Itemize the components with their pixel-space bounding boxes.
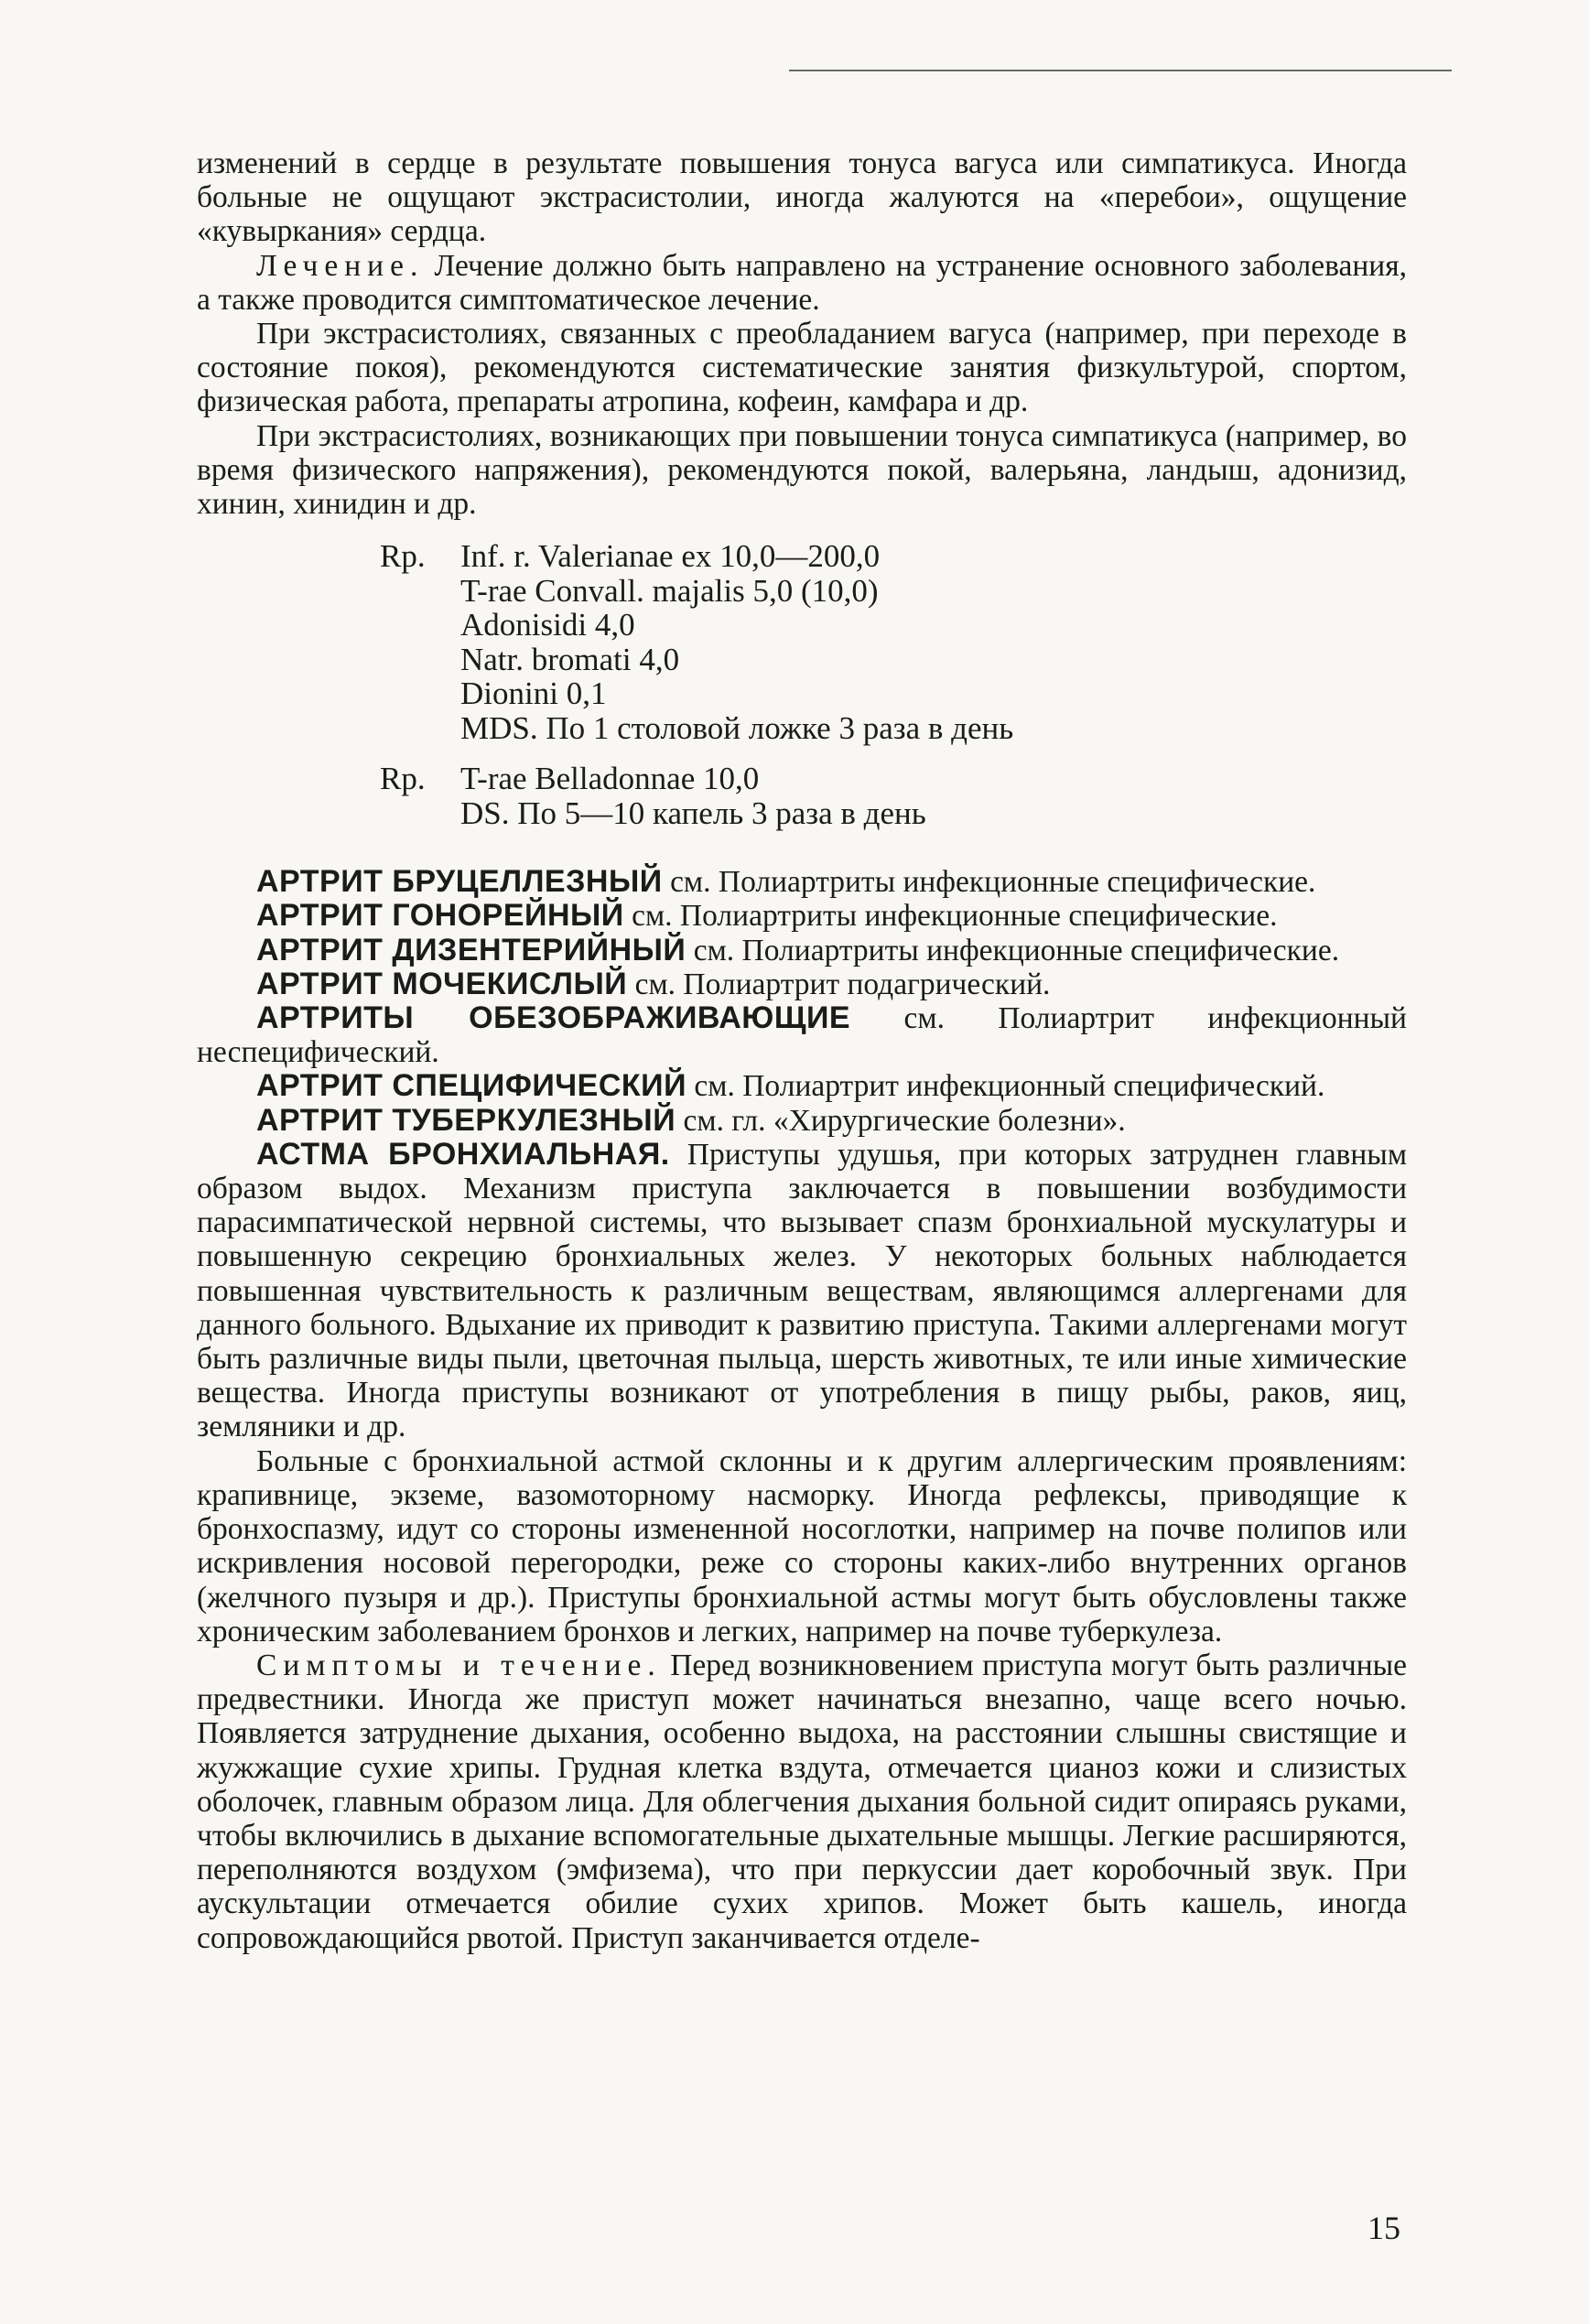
entry-headword: АРТРИТ ДИЗЕНТЕРИЙНЫЙ xyxy=(256,932,686,967)
entry-asthma-bronchial xyxy=(197,1138,1407,1444)
entry-arthritis-brucellosis xyxy=(197,865,1407,899)
entry-headword: АРТРИТ ГОНОРЕЙНЫЙ xyxy=(256,898,624,934)
paragraph-sympathicus: При экстрасистолиях, возникающих при повышении тонуса симпатикуса (например, во время физического напряжения), рекомендуются покой, валерьяна, ландыш, адонизид, хинин, хинидин и др. xyxy=(197,418,1407,522)
entry-arthritis-tuberculous xyxy=(197,1104,1407,1138)
rx-line: T-rae Belladonnae 10,0 xyxy=(460,761,760,797)
rx-label: Rp. xyxy=(380,538,426,575)
entry-text: см. Полиартриты инфекционные специфические. xyxy=(632,899,1278,934)
entry-arthritis-gonorrheal xyxy=(197,899,1407,933)
top-rule xyxy=(789,70,1452,71)
entry-headword: АРТРИТ МОЧЕКИСЛЫЙ xyxy=(256,966,628,1001)
rx-line: Inf. r. Valerianae ex 10,0—200,0 xyxy=(460,538,881,575)
symptoms-text: Перед возникновением приступа могут быть различные предвестники. Иногда же приступ может начинаться внезапно, чаще всего ночью. Появляется затруднение дыхания, особенно выдоха, на расстоянии слышны свистящие и жужжащие сухие хрипы. Грудная клетка вздута, отмечается цианоз кожи и слизистых оболочек, главным образом лица. Для облегчения дыхания больной сидит опираясь руками, чтобы включились в дыхание вспомогательные дыхательные мышцы. Легкие расширяются, переполняются воздухом (эмфизема), что при перкуссии дает коробочный звук. При аускультации отмечается обилие сухих хрипов. Может быть кашель, иногда сопровождающийся рвотой. Приступ заканчивается отделе- xyxy=(197,1648,1407,1955)
entry-text: см. Полиартрит инфекционный специфический. xyxy=(694,1069,1325,1104)
entry-arthritis-dysenteric xyxy=(197,934,1407,967)
entry-headword: АРТРИТ ТУБЕРКУЛЕЗНЫЙ xyxy=(256,1102,676,1138)
entry-headword: АСТМА БРОНХИАЛЬНАЯ. xyxy=(256,1136,670,1172)
treatment-text: Лечение должно быть направлено на устранение основного заболевания, а также проводится симптоматическое лечение. xyxy=(197,248,1408,317)
entry-text: Приступы удушья, при которых затруднен главным образом выдох. Механизм приступа заключается в повышении возбудимости парасимпатической нервной системы, что вызывает спазм бронхиальной мускулатуры и повышенную секрецию бронхиальных желез. У некоторых больных наблюдается повышенная чувствительность к различным веществам, являющимся аллергенами для данного больного. Вдыхание их приводит к развитию приступа. Такими аллергенами могут быть различные виды пыли, цветочная пыльца, шерсть животных, те или иные химические вещества. Иногда приступы возникают от употребления в пищу рыбы, раков, яиц, земляники и др. xyxy=(197,1137,1408,1444)
paragraph-continuation: изменений в сердце в результате повышения тонуса вагуса или симпатикуса. Иногда больные не ощущают экстрасистолии, иногда жалуются на «перебои», ощущение «кувыркания» сердца. xyxy=(197,146,1407,249)
entry-arthritis-uric xyxy=(197,967,1407,1001)
entry-headword: АРТРИТ БРУЦЕЛЛЕЗНЫЙ xyxy=(256,864,663,900)
entry-text: см. Полиартрит инфекционный неспецифический. xyxy=(197,1001,1407,1070)
entry-arthritis-specific xyxy=(197,1069,1407,1103)
entry-headword: АРТРИТ СПЕЦИФИЧЕСКИЙ xyxy=(256,1068,687,1104)
entry-text: см. Полиартриты инфекционные специфические. xyxy=(693,933,1340,967)
paragraph-treatment xyxy=(197,249,1407,317)
paragraph-vagus: При экстрасистолиях, связанных с преобладанием вагуса (например, при переходе в состояние покоя), рекомендуются систематические занятия физкультурой, спортом, физическая работа, препараты атропина, кофеин, камфара и др. xyxy=(197,317,1407,419)
rx-line: MDS. По 1 столовой ложке 3 раза в день xyxy=(460,709,1014,746)
rx-line: Adonisidi 4,0 xyxy=(460,607,635,643)
page-number: 15 xyxy=(1367,2210,1400,2246)
rx-line: Natr. bromati 4,0 xyxy=(460,641,680,677)
entry-arthritis-deforming xyxy=(197,1001,1407,1069)
entry-text: см. Полиартрит подагрический. xyxy=(634,967,1051,1001)
treatment-label: Лечение. xyxy=(256,248,425,283)
entry-text: см. гл. «Хирургические болезни». xyxy=(683,1103,1126,1138)
page-text-column xyxy=(197,146,1407,1955)
rx-line: T-rae Convall. majalis 5,0 (10,0) xyxy=(460,572,879,609)
entry-text: см. Полиартриты инфекционные специфические. xyxy=(670,865,1316,900)
rx-label: Rp. xyxy=(380,761,426,797)
prescription-2 xyxy=(380,762,1407,830)
entry-headword: АРТРИТЫ ОБЕЗОБРАЖИВАЮЩИЕ xyxy=(256,1000,851,1036)
paragraph-asthma-allergies: Больные с бронхиальной астмой склонны и к другим аллергическим проявлениям: крапивнице, экземе, вазомоторному насморку. Иногда рефлексы, приводящие к бронхоспазму, идут со стороны измененной носоглотки, например на почве полипов или искривления носовой перегородки, реже со стороны каких-либо внутренних органов (желчного пузыря и др.). Приступы бронхиальной астмы могут быть обусловлены также хроническим заболеванием бронхов и легких, например на почве туберкулеза. xyxy=(197,1443,1407,1648)
paragraph-asthma-symptoms xyxy=(197,1648,1407,1955)
rx-line: DS. По 5—10 капель 3 раза в день xyxy=(460,794,926,831)
symptoms-label: Симптомы и течение. xyxy=(256,1648,662,1682)
rx-line: Dionini 0,1 xyxy=(460,676,607,712)
prescription-1 xyxy=(380,539,1407,745)
